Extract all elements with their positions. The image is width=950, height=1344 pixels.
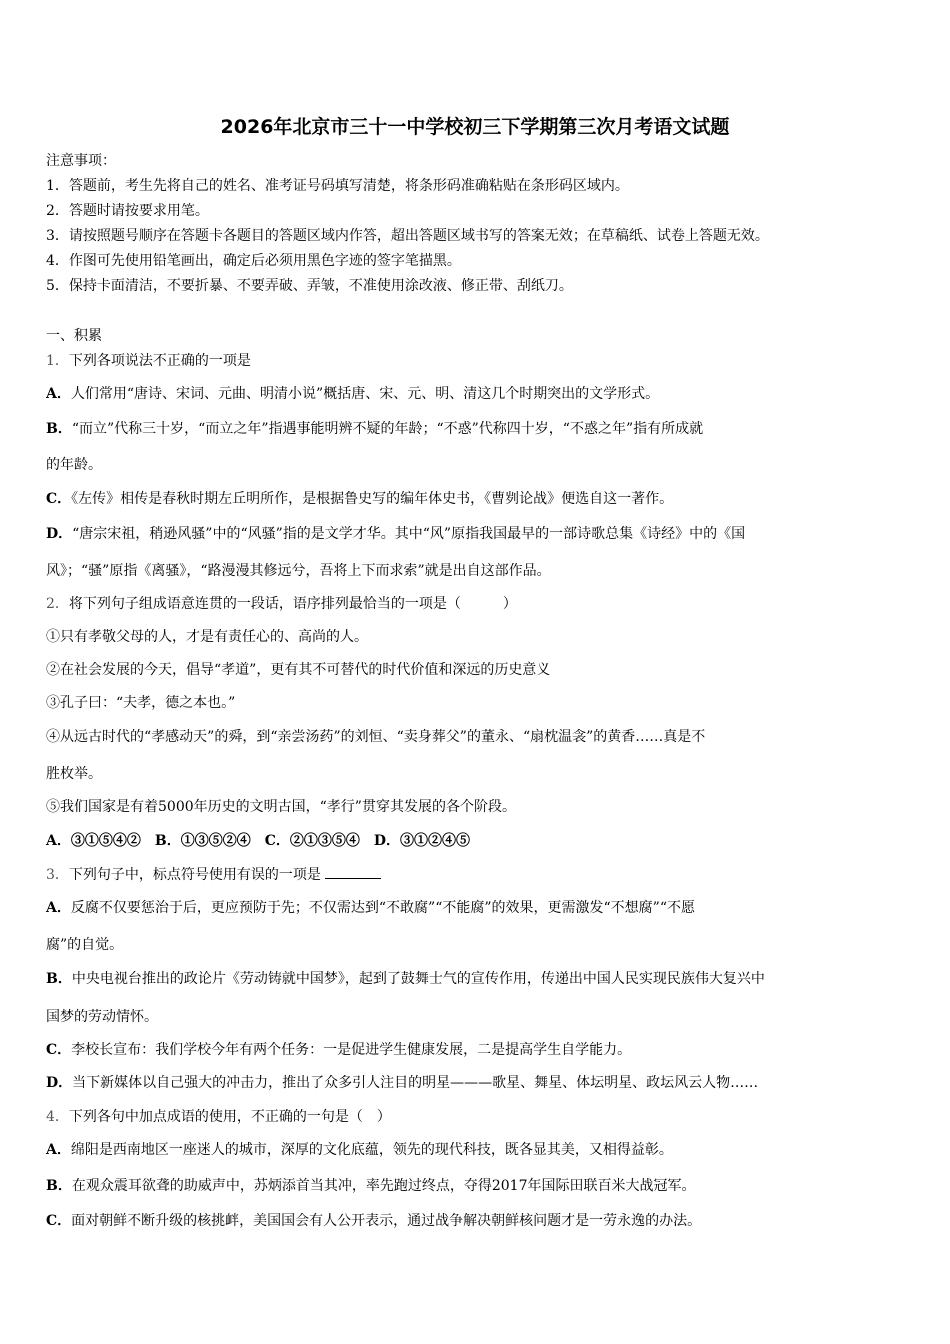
notice-item: 1．答题前，考生先将自己的姓名、准考证号码填写清楚，将条形码准确粘贴在条形码区域内。 [46,178,629,194]
option-a [46,1141,673,1159]
section-heading: 一、积累 [46,328,102,344]
option-label: B． [46,1178,72,1194]
option-label: A． [46,1142,71,1158]
option-text: 《左传》相传是春秋时期左丘明所作，是根据鲁史写的编年体史书，《曹刿论战》便选自这一著作。 [71,491,674,507]
question-stem: 下列各句中加点成语的使用，不正确的一句是（ ） [68,1109,391,1125]
option-label: C． [46,1213,72,1229]
notice-heading: 注意事项： [46,153,116,169]
option-b [46,1177,695,1195]
option-label: C． [46,491,72,507]
option-text: 绵阳是西南地区一座迷人的城市，深厚的文化底蕴，领先的现代科技，既各显其美，又相得益彰。 [70,1142,673,1158]
question-stem: 将下列句子组成语意连贯的一段话，语序排列最恰当的一项是（ ） [68,596,517,612]
option-a-cont: 腐”的自觉。 [46,937,124,953]
question-3 [46,866,381,884]
sentence-4-cont: 胜枚举。 [46,766,102,782]
sentence-1: ①只有孝敬父母的人，才是有责任心的、高尚的人。 [46,629,368,645]
question-number: 1． [46,353,69,369]
option-c [46,1212,701,1230]
option-label: C． [46,1042,72,1058]
option-text: 面对朝鲜不断升级的核挑衅，美国国会有人公开表示，通过战争解决朝鲜核问题才是一劳永逸的办法。 [71,1213,702,1229]
option-b-cont: 的年龄。 [46,457,102,473]
option-text: 反腐不仅要惩治于后，更应预防于先；不仅需达到“不敢腐”“不能腐”的效果，更需激发“不想腐”“不愿 [70,900,695,916]
option-text: 中央电视台推出的政论片《劳动铸就中国梦》，起到了鼓舞士气的宣传作用，传递出中国人民实现民族伟大复兴中 [71,971,765,987]
question-4 [46,1108,391,1126]
option-label: B． [46,971,72,987]
notice-item: 4．作图可先使用铅笔画出，确定后必须用黑色字迹的签字笔描黑。 [46,253,461,269]
sentence-4: ④从远古时代的“孝感动天”的舜，到“亲尝汤药”的刘恒、“卖身葬父”的董永、“扇枕温衾”的黄香……真是不 [46,729,706,745]
option-text: 李校长宣布：我们学校今年有两个任务：一是促进学生健康发展，二是提高学生自学能力。 [71,1042,632,1058]
option-label: B． [46,421,72,437]
question-1 [46,352,251,370]
option-label: D． [46,1075,73,1091]
option-d-cont: 风》；“骚”原指《离骚》，“路漫漫其修远兮，吾将上下而求索”就是出自这部作品。 [46,563,551,579]
sentence-2: ②在社会发展的今天，倡导“孝道”，更有其不可替代的时代价值和深远的历史意义 [46,662,551,678]
option-a [46,899,695,917]
sentence-5: ⑤我们国家是有着5000年历史的文明古国，“孝行”贯穿其发展的各个阶段。 [46,799,516,815]
question-number: 4． [46,1109,69,1125]
option-d [46,525,745,543]
question-stem: 下列各项说法不正确的一项是 [68,353,251,369]
page-title: 2026年北京市三十一中学校初三下学期第三次月考语文试题 [220,116,730,138]
question-number: 3． [46,867,69,883]
notice-item: 5．保持卡面清洁，不要折暴、不要弄破、弄皱，不准使用涂改液、修正带、刮纸刀。 [46,278,573,294]
option-c [46,1041,631,1059]
option-c [46,490,673,508]
option-a [46,385,659,403]
option-b [46,970,765,988]
option-label: A． [46,386,71,402]
option-text: 当下新媒体以自己强大的冲击力，推出了众多引人注目的明星———歌星、舞星、体坛明星、政坛风云人物…… [72,1075,759,1091]
option-b [46,420,703,438]
notice-item: 2．答题时请按要求用笔。 [46,203,209,219]
question-2 [46,595,517,613]
answer-blank [325,866,381,879]
option-label: A． [46,900,71,916]
option-text: 人们常用“唐诗、宋词、元曲、明清小说”概括唐、宋、元、明、清这几个时期突出的文学形式。 [70,386,660,402]
sentence-3: ③孔子曰：“夫孝，德之本也。” [46,695,236,711]
option-label: D． [46,526,73,542]
notice-item: 3．请按照题号顺序在答题卡各题目的答题区域内作答，超出答题区域书写的答案无效；在草稿纸、试卷上答题无效。 [46,228,769,244]
question-stem: 下列句子中，标点符号使用有误的一项是 [68,867,321,883]
option-b-cont: 国梦的劳动情怀。 [46,1009,158,1025]
question-number: 2． [46,596,69,612]
option-d [46,1074,758,1092]
option-text: “唐宗宋祖，稍逊风骚”中的“风骚”指的是文学才华。其中“风”原指我国最早的一部诗歌总集《诗经》中的《国 [72,526,746,542]
option-text: 在观众震耳欲聋的助威声中，苏炳添首当其冲，率先跑过终点，夺得2017年国际田联百米大战冠军。 [71,1178,696,1194]
answer-options: A．③①⑤④② B．①③⑤②④ C．②①③⑤④ D．③①②④⑤ [46,833,470,849]
option-text: “而立”代称三十岁，“而立之年”指遇事能明辨不疑的年龄；“不惑”代称四十岁，“不惑之年”指有所成就 [71,421,704,437]
